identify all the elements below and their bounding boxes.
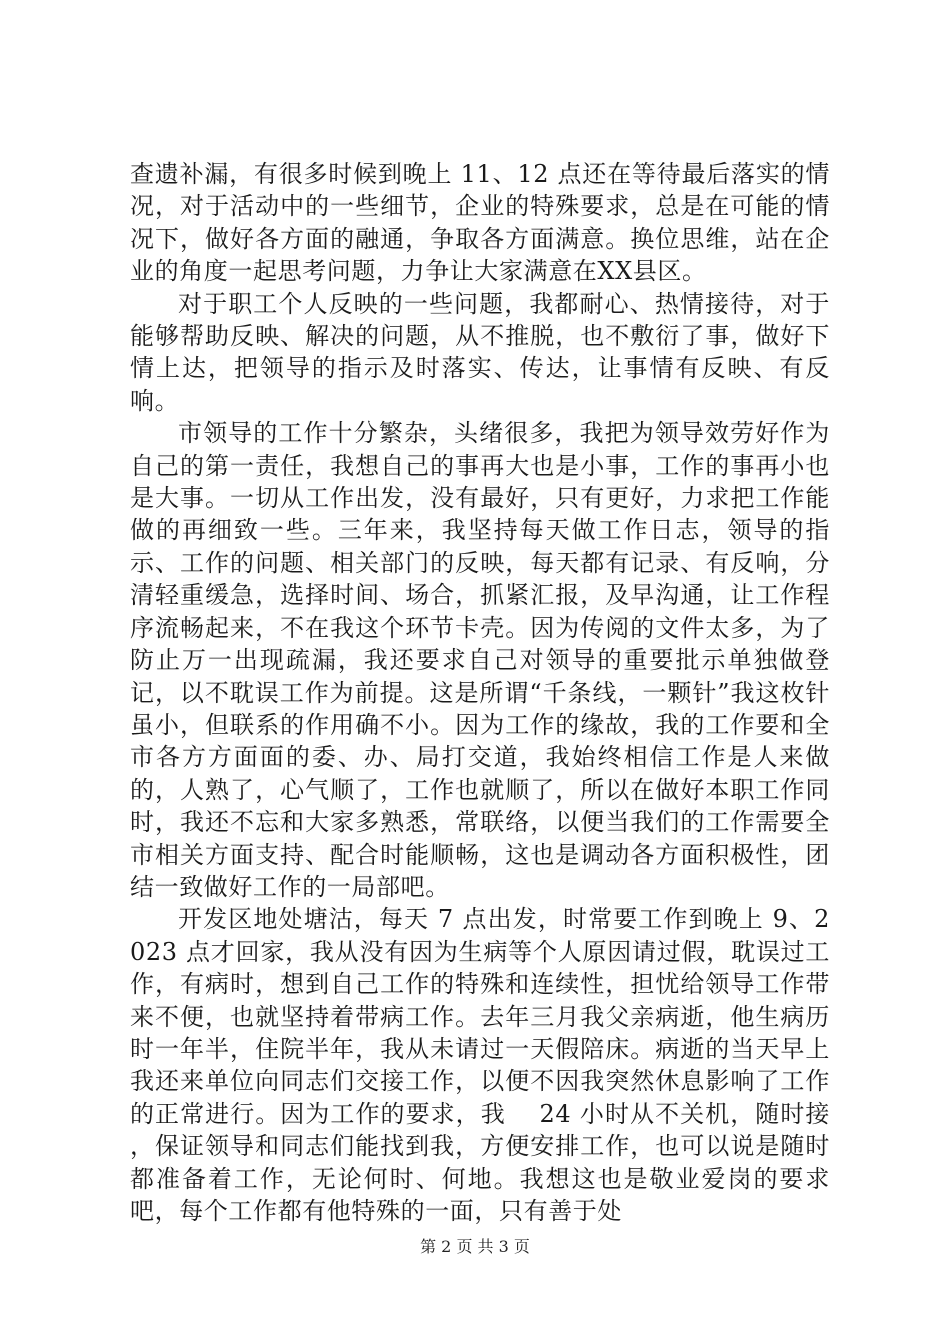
paragraph-3: 市领导的工作十分繁杂，头绪很多，我把为领导效劳好作为自己的第一责任，我想自己的事再大也是小事，工作的事再小也是大事。一切从工作出发，没有最好，只有更好，力求把工作能做的再细致一些。三年来，我坚持每天做工作日志，领导的指示、工作的问题、相关部门的反映，每天都有记录、有反响，分清轻重缓急，选择时间、场合，抓紧汇报，及早沟通，让工作程序流畅起来，不在我这个环节卡壳。因为传阅的文件太多，为了防止万一出现疏漏，我还要求自己对领导的重要批示单独做登记，以不耽误工作为前提。这是所谓“千条线，一颗针”我这枚针虽小，但联系的作用确不小。因为工作的缘故，我的工作要和全市各方方面面的委、办、局打交道，我始终相信工作是人来做的，人熟了，心气顺了，工作也就顺了，所以在做好本职工作同时，我还不忘和大家多熟悉，常联络，以便当我们的工作需要全市相关方面支持、配合时能顺畅，这也是调动各方面积极性，团结一致做好工作的一局部吧。 [130, 419, 830, 901]
paragraph-4: 开发区地处塘沽，每天 7 点出发，时常要工作到晚上 9、2023 点才回家，我从没有因为生病等个人原因请过假，耽误过工作，有病时，想到自己工作的特殊和连续性，担忧给领导工作带来不便，也就坚持着带病工作。去年三月我父亲病逝，他生病历时一年半，住院半年，我从未请过一天假陪床。病逝的当天早上我还来单位向同志们交接工作，以便不因我突然休息影响了工作的正常进行。因为工作的要求，我 24 小时从不关机，随时接 ，保证领导和同志们能找到我，方便安排工作，也可以说是随时都准备着工作，无论何时、何地。我想这也是敬业爱岗的要求吧，每个工作都有他特殊的一面，只有善于处 [130, 905, 863, 1225]
paragraph-1: 查遗补漏，有很多时候到晚上 11、12 点还在等待最后落实的情况，对于活动中的一些细节，企业的特殊要求，总是在可能的情况下，做好各方面的融通，争取各方面满意。换位思维，站在企业的角度一起思考问题，力争让大家满意在XX县区。 [130, 160, 830, 286]
paragraph-2: 对于职工个人反映的一些问题，我都耐心、热情接待，对于能够帮助反映、解决的问题，从不推脱，也不敷衍了事，做好下情上达，把领导的指示及时落实、传达，让事情有反映、有反响。 [130, 289, 830, 415]
page-number-footer: 第 2 页 共 3 页 [420, 1237, 530, 1256]
document-body [130, 158, 863, 1227]
